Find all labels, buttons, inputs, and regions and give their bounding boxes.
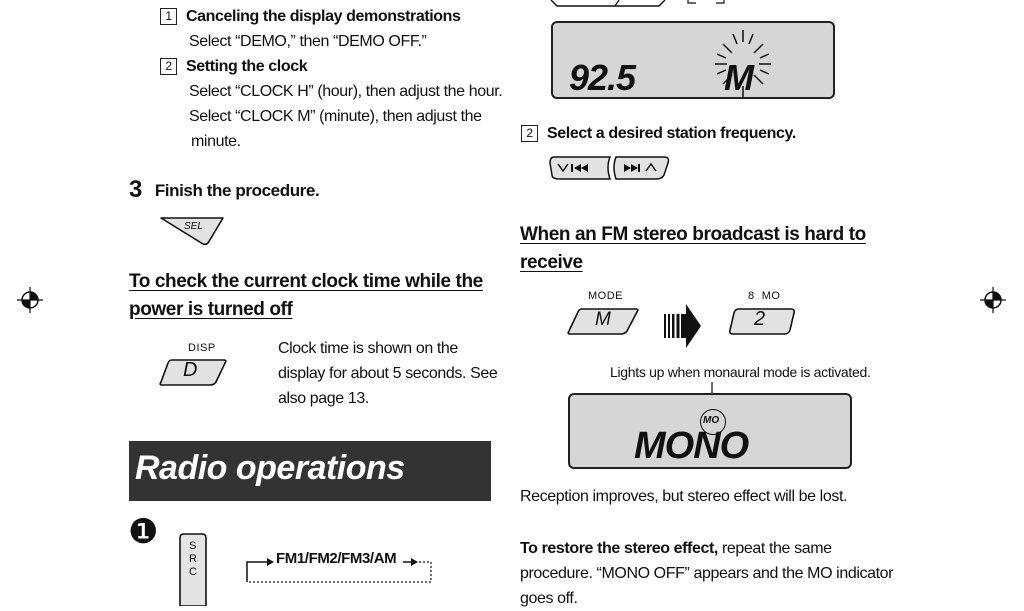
disp-button[interactable]	[158, 341, 228, 387]
step-number-box: 2	[521, 125, 538, 142]
sel-button-label: SEL	[184, 221, 203, 232]
step-number-box: 1	[160, 8, 177, 25]
partial-bracket-top-icon	[686, 0, 726, 6]
step-description-line: minute.	[191, 133, 241, 150]
mode-button-label: MODE	[588, 290, 623, 302]
registration-mark-left-icon	[17, 287, 43, 313]
lcd-display-frequency	[551, 21, 835, 99]
band-cycle-text: FM1/FM2/FM3/AM	[276, 550, 397, 567]
tune-seek-buttons[interactable]	[548, 155, 672, 181]
preset-2-top-label: 8 MO	[748, 290, 781, 302]
d-button-label: D	[183, 359, 198, 381]
preset-2-button[interactable]	[727, 290, 797, 336]
disp-button-label: DISP	[188, 342, 216, 354]
step-3-finish	[129, 176, 319, 204]
step-1-canceling-demo	[160, 4, 500, 54]
partial-button-top-icon	[549, 0, 669, 8]
section-title: Radio operations	[135, 449, 405, 487]
step-title: Canceling the display demonstrations	[186, 8, 461, 25]
frequency-readout: 92.5	[569, 57, 636, 98]
step-2-setting-clock	[160, 54, 503, 154]
preset-2-button-label: 2	[754, 308, 766, 330]
mono-readout: MONO	[634, 425, 749, 467]
mo-indicator: MO	[700, 409, 726, 435]
step-number-box: 2	[160, 58, 177, 75]
fm-stereo-heading: When an FM stereo broadcast is hard to receive	[520, 224, 866, 273]
restore-stereo-note: To restore the stereo effect, repeat the same procedure. “MONO OFF” appears and the MO indicator goes off.	[520, 540, 894, 607]
tune-seek-buttons-shape-icon	[548, 155, 672, 181]
step-title: Finish the procedure.	[154, 181, 320, 200]
src-button[interactable]	[178, 532, 208, 600]
sel-button[interactable]	[159, 214, 225, 246]
step-number-large: 3	[129, 176, 143, 203]
clock-description: Clock time is shown on the display for about 5 seconds. See also page 13.	[278, 340, 498, 407]
radio-operations-section-header	[129, 441, 491, 501]
step-2-select-frequency	[521, 121, 796, 146]
step-title: Setting the clock	[186, 58, 308, 75]
step-title: Select a desired station frequency.	[547, 125, 796, 142]
step-description-line: Select “CLOCK H” (hour), then adjust the hour.	[189, 83, 503, 100]
radio-step-1-number: ❶	[128, 513, 159, 551]
step-description: Select “DEMO,” then “DEMO OFF.”	[189, 33, 427, 50]
lcd-display-mono	[568, 393, 852, 469]
next-arrow-icon	[664, 302, 702, 350]
mono-callout-text: Lights up when monaural mode is activated.	[610, 364, 871, 380]
clock-check-heading: To check the current clock time while the power is turned off	[129, 271, 483, 320]
reception-note: Reception improves, but stereo effect will be lost.	[520, 488, 848, 505]
m-button-label: M	[595, 309, 611, 330]
memory-letter: M	[724, 57, 753, 98]
src-button-label: S R C	[189, 540, 197, 578]
step-description-line: Select “CLOCK M” (minute), then adjust the	[189, 108, 482, 125]
mode-button[interactable]	[566, 290, 640, 336]
registration-mark-right-icon	[980, 287, 1006, 313]
